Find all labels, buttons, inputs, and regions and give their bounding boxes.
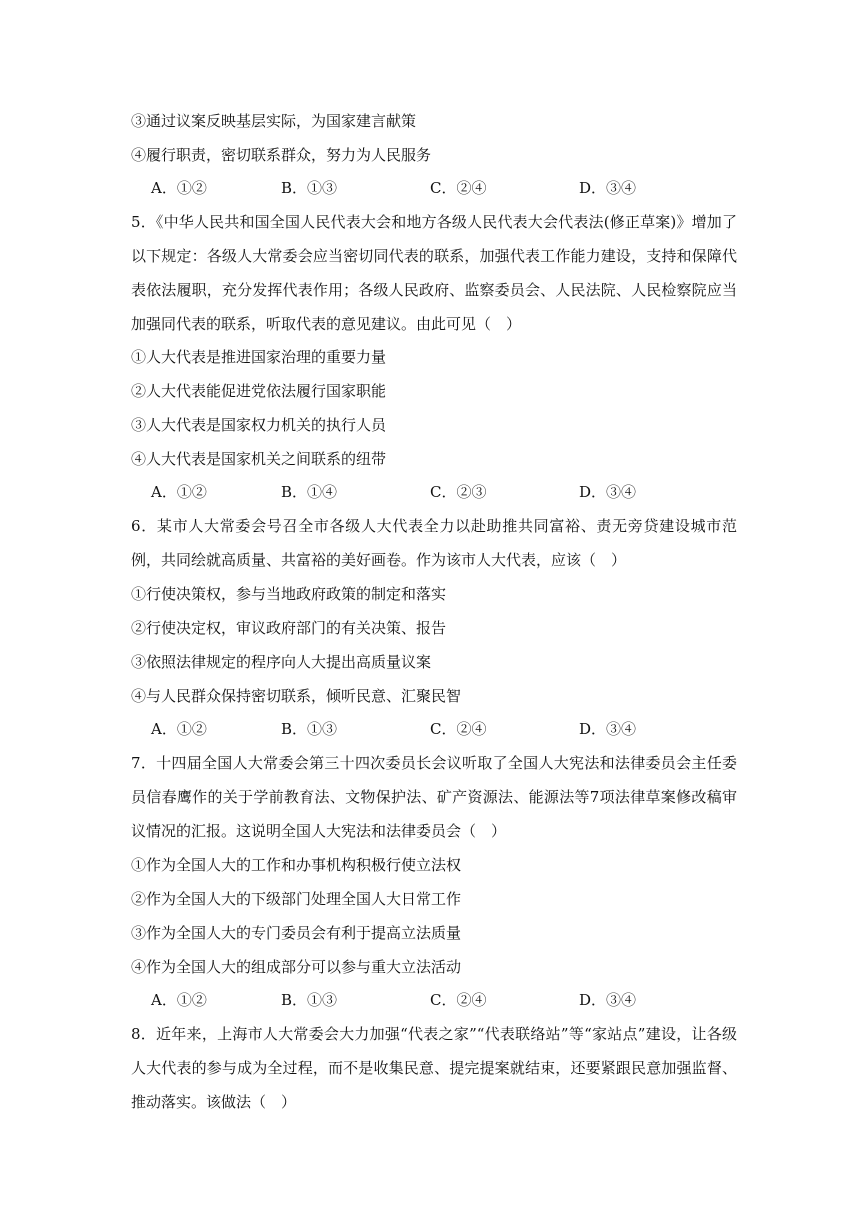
choice-d: D．③④ <box>579 720 637 738</box>
question-8-stem: 8．近年来，上海市人大常委会大力加强“代表之家”“代表联络站”等“家站点”建设，让各级人大代表的参与成为全过程，而不是收集民意、提完提案就结束，还要紧跟民意加强监督、推动落实。该做法（ ） <box>131 1025 737 1111</box>
option-item: ④履行职责，密切联系群众，努力为人民服务 <box>131 146 432 164</box>
question-7-stem: 7．十四届全国人大常委会第三十四次委员长会议听取了全国人大宪法和法律委员会主任委员信春鹰作的关于学前教育法、文物保护法、矿产资源法、能源法等7项法律草案修改稿审议情况的汇报。这说明全国人大宪法和法律委员会（ ） <box>131 754 737 840</box>
answer-choices <box>151 989 671 1011</box>
choice-b: B．①④ <box>281 483 338 501</box>
choice-c: C．②④ <box>430 991 487 1009</box>
option-item: ④与人民群众保持密切联系，倾听民意、汇聚民智 <box>131 687 462 705</box>
choice-b: B．①③ <box>281 991 338 1009</box>
option-item: ④作为全国人大的组成部分可以参与重大立法活动 <box>131 958 462 976</box>
option-item: ①行使决策权，参与当地政府政策的制定和落实 <box>131 585 447 603</box>
option-item: ③作为全国人大的专门委员会有利于提高立法质量 <box>131 924 462 942</box>
option-item: ①人大代表是推进国家治理的重要力量 <box>131 348 387 366</box>
choice-c: C．②③ <box>430 483 487 501</box>
choice-a: A．①② <box>151 991 207 1009</box>
choice-b: B．①③ <box>281 720 338 738</box>
answer-choices <box>151 718 671 740</box>
choice-a: A．①② <box>151 179 207 197</box>
option-item: ②人大代表能促进党依法履行国家职能 <box>131 382 387 400</box>
question-6-stem: 6．某市人大常委会号召全市各级人大代表全力以赴助推共同富裕、责无旁贷建设城市范例，共同绘就高质量、共富裕的美好画卷。作为该市人大代表，应该（ ） <box>131 517 737 569</box>
choice-b: B．①③ <box>281 179 338 197</box>
answer-choices <box>151 177 671 199</box>
option-item: ①作为全国人大的工作和办事机构积极行使立法权 <box>131 856 462 874</box>
option-item: ④人大代表是国家机关之间联系的纽带 <box>131 450 387 468</box>
question-5-stem: 5．《中华人民共和国全国人民代表大会和地方各级人民代表大会代表法(修正草案)》增加了以下规定：各级人大常委会应当密切同代表的联系，加强代表工作能力建设，支持和保障代表依法履职，充分发挥代表作用；各级人民政府、监察委员会、人民法院、人民检察院应当加强同代表的联系，听取代表的意见建议。由此可见（ ） <box>131 213 737 333</box>
option-item: ③人大代表是国家权力机关的执行人员 <box>131 416 387 434</box>
option-item: ③通过议案反映基层实际，为国家建言献策 <box>131 112 417 130</box>
choice-d: D．③④ <box>579 179 637 197</box>
choice-c: C．②④ <box>430 179 487 197</box>
answer-choices <box>151 481 671 503</box>
option-item: ②作为全国人大的下级部门处理全国人大日常工作 <box>131 890 462 908</box>
choice-a: A．①② <box>151 483 207 501</box>
choice-d: D．③④ <box>579 483 637 501</box>
choice-d: D．③④ <box>579 991 637 1009</box>
option-item: ③依照法律规定的程序向人大提出高质量议案 <box>131 653 432 671</box>
choice-a: A．①② <box>151 720 207 738</box>
choice-c: C．②④ <box>430 720 487 738</box>
option-item: ②行使决定权，审议政府部门的有关决策、报告 <box>131 619 447 637</box>
